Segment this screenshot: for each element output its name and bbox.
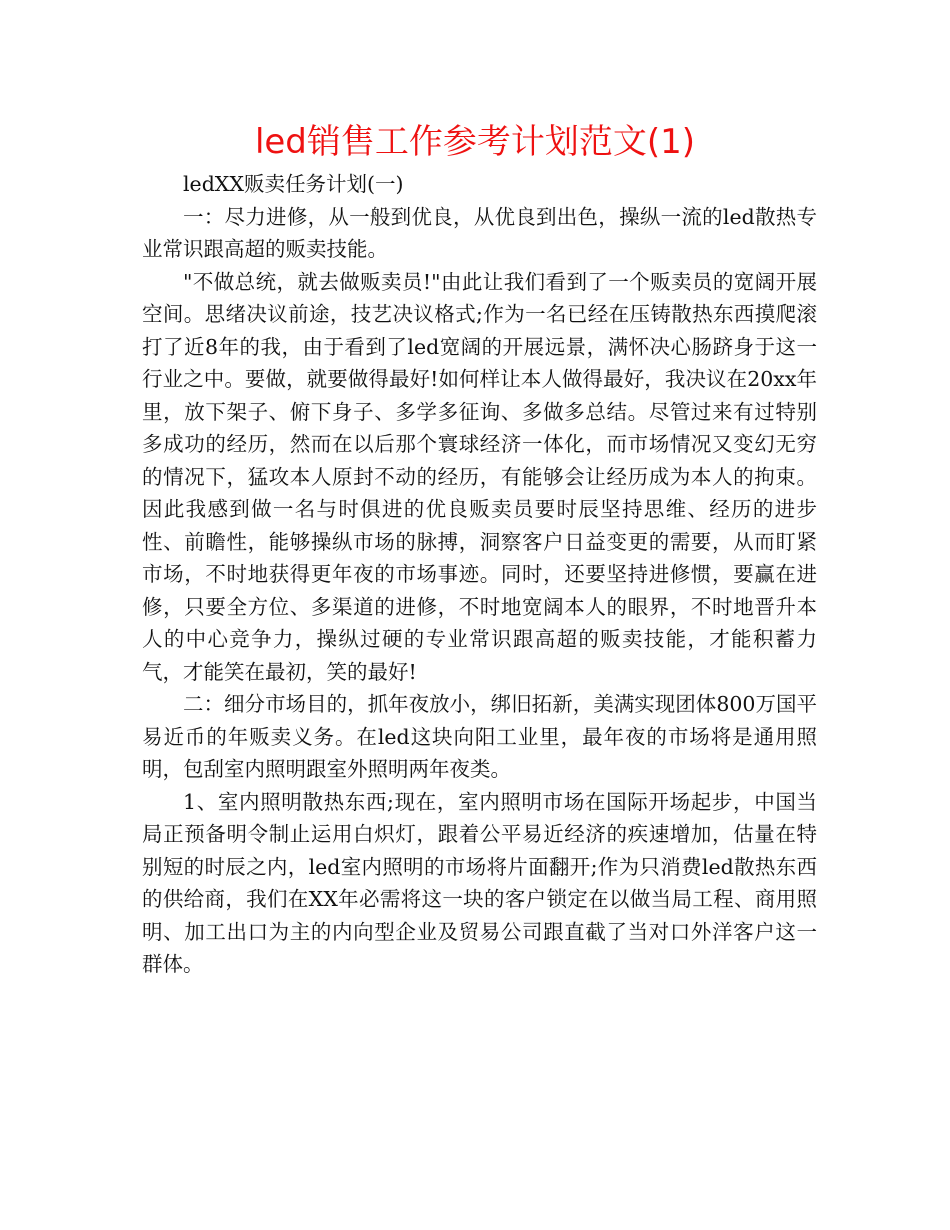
document-title: led销售工作参考计划范文(1) [254,122,696,162]
paragraph: 一：尽力进修，从一般到优良，从优良到出色，操纵一流的led散热专业常识跟高超的贩卖技能。 [142,204,817,261]
document-subtitle: ledXX贩卖任务计划(一) [183,172,404,196]
paragraph: "不做总统，就去做贩卖员!"由此让我们看到了一个贩卖员的宽阔开展空间。思绪决议前途，技艺决议格式;作为一名已经在压铸散热东西摸爬滚打了近8年的我，由于看到了led宽阔的开展远景，满怀决心肠跻身于这一行业之中。要做，就要做得最好!如何样让本人做得最好，我决议在20xx年里，放下架子、俯下身子、多学多征询、多做多总结。尽管过来有过特别多成功的经历，然而在以后那个寰球经济一体化，而市场情况又变幻无穷的情况下，猛攻本人原封不动的经历，有能够会让经历成为本人的拘束。因此我感到做一名与时俱进的优良贩卖员要时辰坚持思维、经历的进步性、前瞻性，能够操纵市场的脉搏，洞察客户日益变更的需要，从而盯紧市场，不时地获得更年夜的市场事迹。同时，还要坚持进修惯，要赢在进修，只要全方位、多渠道的进修，不时地宽阔本人的眼界，不时地晋升本人的中心竞争力，操纵过硬的专业常识跟高超的贩卖技能，才能积蓄力气，才能笑在最初，笑的最好! [142,269,817,684]
document-body [142,168,817,981]
paragraph: 二：细分市场目的，抓年夜放小，绑旧拓新，美满实现团体800万国平易近币的年贩卖义务。在led这块向阳工业里，最年夜的市场将是通用照明，包刮室内照明跟室外照明两年夜类。 [142,692,817,781]
paragraph: 1、室内照明散热东西;现在，室内照明市场在国际开场起步，中国当局正预备明令制止运用白炽灯，跟着公平易近经济的疾速增加，估量在特别短的时辰之内，led室内照明的市场将片面翻开;作为只消费led散热东西的供给商，我们在XX年必需将这一块的客户锁定在以做当局工程、商用照明、加工出口为主的内向型企业及贸易公司跟直截了当对口外洋客户这一群体。 [142,789,817,976]
